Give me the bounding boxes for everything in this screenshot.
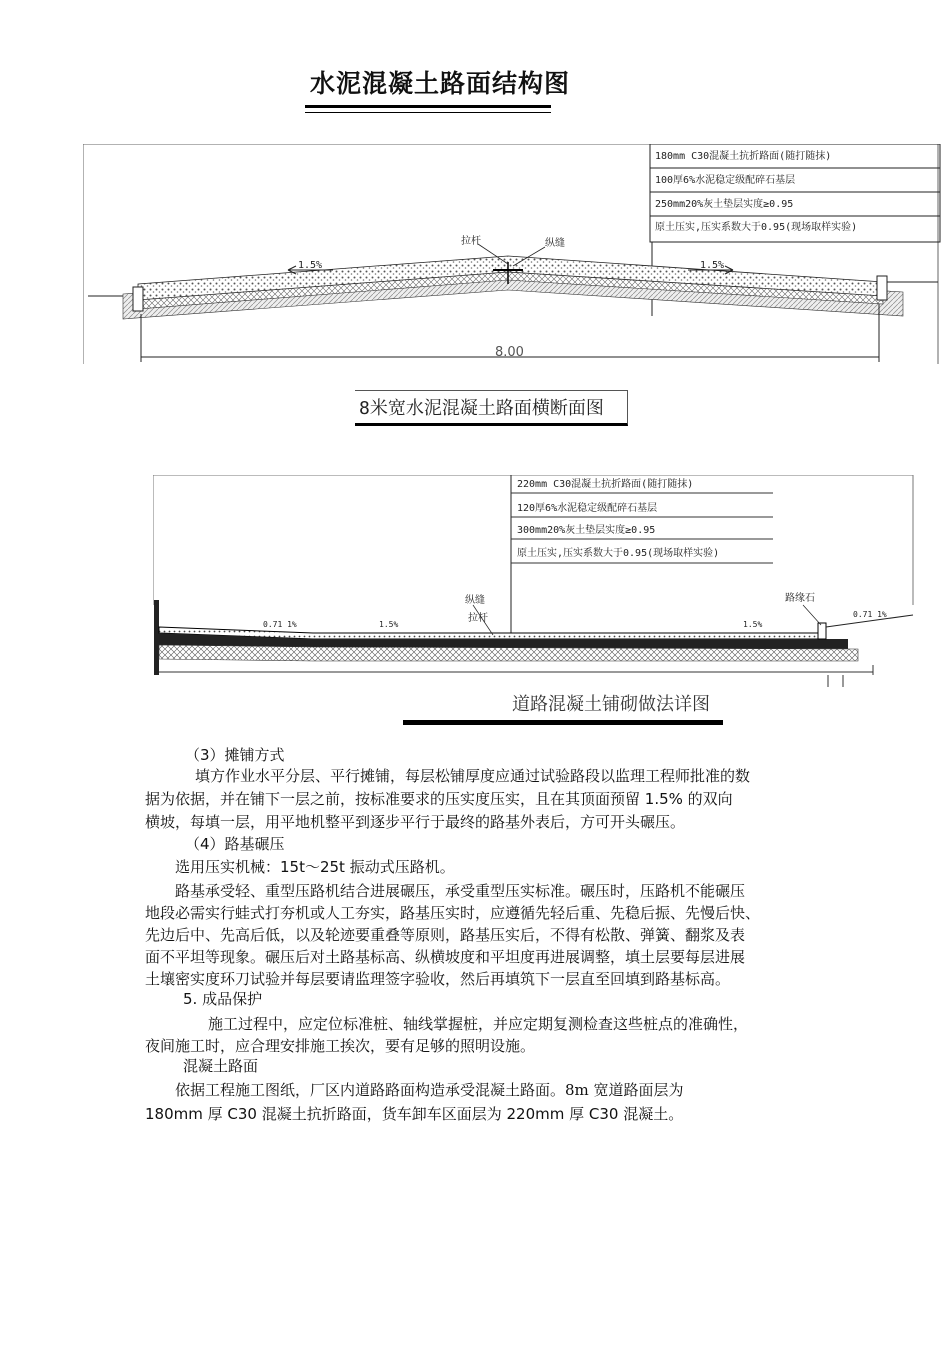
figure2-label-rod: 拉杆	[468, 613, 488, 624]
paragraph-4-line-4: 先边后中、先高后低，以及轮迹要重叠等原则，路基压实后，不得有松散、弹簧、翻浆及表	[145, 926, 746, 944]
figure2-label-joint: 纵缝	[465, 595, 485, 606]
paragraph-4-line-3: 地段必需实行蛙式打夯机或人工夯实，路基压实时，应遵循先轻后重、先稳后振、先慢后快、	[145, 904, 761, 922]
figure1-cross-section	[83, 144, 943, 369]
figure1-layer-4: 原土压实,压实系数大于0.95(现场取样实验)	[655, 222, 858, 233]
figure2-slope-c: 1.5%	[743, 620, 763, 629]
figure2-slope-a: 0.71 1%	[263, 620, 297, 629]
paragraph-4-line-5: 面不平坦等现象。碾压后对土路基标高、纵横坡度和平坦度再进展调整，填土层要每层进展	[145, 948, 746, 966]
paragraph-5-line-2: 夜间施工时，应合理安排施工挨次，要有足够的照明设施。	[145, 1037, 536, 1055]
title-underline	[305, 105, 551, 108]
figure1-title: 水泥混凝土路面结构图	[310, 69, 571, 98]
title-underline-thin	[305, 112, 551, 113]
figure1-caption: 8米宽水泥混凝土路面横断面图	[359, 398, 604, 419]
figure2-caption: 道路混凝土铺砌做法详图	[512, 694, 710, 715]
figure2-label-curb: 路缘石	[785, 593, 815, 604]
figure1-caption-box	[355, 390, 628, 426]
figure2-layer-4: 原土压实,压实系数大于0.95(现场取样实验)	[517, 548, 720, 559]
figure1-width-dimension: 8.00	[495, 345, 524, 360]
paragraph-3-line-3: 横坡，每填一层，用平地机整平到逐步平行于最终的路基外表后，方可开头碾压。	[145, 813, 686, 831]
paragraph-6-line-2: 180mm 厚 C30 混凝土抗折路面，货车卸车区面层为 220mm 厚 C30 混凝土。	[145, 1105, 684, 1123]
figure2-slope-d: 0.71 1%	[853, 610, 887, 619]
paragraph-3-line-1: 填方作业水平分层、平行摊铺，每层松铺厚度应通过试验路段以监理工程师批准的数	[195, 767, 751, 785]
paragraph-6-line-1: 依据工程施工图纸，厂区内道路路面构造承受混凝土路面。8m 宽道路面层为	[175, 1081, 684, 1099]
figure1-slope-right: 1.5%	[700, 260, 725, 271]
figure2-layer-1: 220mm C30混凝土抗折路面(随打随抹)	[517, 479, 694, 490]
figure1-layer-2: 100厚6%水泥稳定级配碎石基层	[655, 175, 796, 186]
heading-4: （4）路基碾压	[185, 835, 285, 853]
heading-3: （3）摊铺方式	[185, 746, 285, 764]
heading-concrete-pavement: 混凝土路面	[183, 1057, 259, 1075]
paragraph-4-line-6: 土壤密实度环刀试验并每层要请监理签字验收，然后再填筑下一层直至回填到路基标高。	[145, 970, 731, 988]
figure1-slope-left: 1.5%	[298, 260, 323, 271]
figure2-slope-b: 1.5%	[379, 620, 399, 629]
paragraph-4-line-1: 选用压实机械：15t～25t 振动式压路机。	[175, 858, 455, 876]
figure1-layer-3: 250mm20%灰土垫层实度≥0.95	[655, 199, 794, 210]
figure1-label-rod: 拉杆	[461, 236, 481, 247]
figure1-layer-1: 180mm C30混凝土抗折路面(随打随抹)	[655, 151, 832, 162]
paragraph-3-line-2: 据为依据，并在铺下一层之前，按标准要求的压实度压实，且在其顶面预留 1.5% 的双向	[145, 790, 733, 808]
figure2-layer-3: 300mm20%灰土垫层实度≥0.95	[517, 525, 656, 536]
figure2-detail	[153, 475, 918, 690]
paragraph-5-line-1: 施工过程中，应定位标准桩、轴线掌握桩，并应定期复测检查这些桩点的准确性，	[208, 1015, 749, 1033]
figure2-layer-2: 120厚6%水泥稳定级配碎石基层	[517, 503, 658, 514]
paragraph-4-line-2: 路基承受轻、重型压路机结合进展碾压，承受重型压实标准。碾压时，压路机不能碾压	[175, 882, 746, 900]
figure2-caption-underline	[403, 720, 723, 725]
figure1-label-joint: 纵缝	[545, 238, 565, 249]
heading-5: 5. 成品保护	[183, 990, 263, 1008]
